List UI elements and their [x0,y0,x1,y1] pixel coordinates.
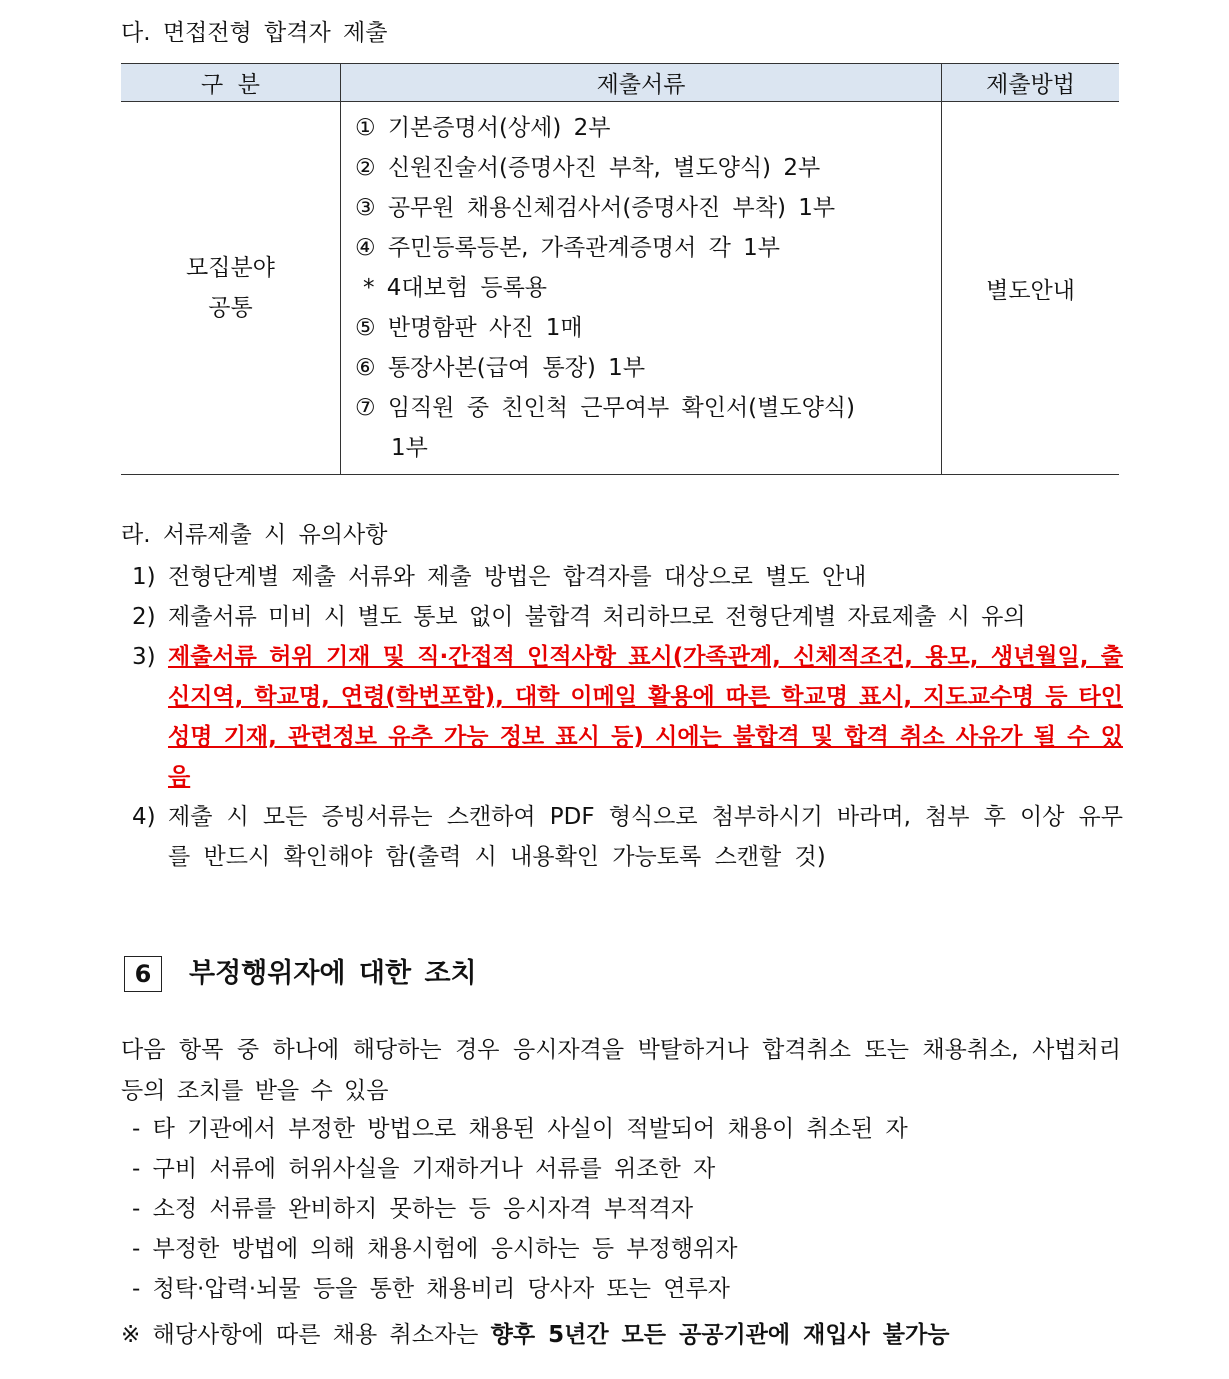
document-item: ④ 주민등록등본, 가족관계증명서 각 1부 [354,235,781,261]
category-cell [121,102,340,475]
final-note-emphasis: 향후 5년간 모든 공공기관에 재입사 불가능 [490,1322,950,1348]
document-item: ⑥ 통장사본(급여 통장) 1부 [354,355,646,381]
document-note: * 4대보험 등록용 [362,275,548,301]
document-item: ① 기본증명서(상세) 2부 [354,115,611,141]
section-intro: 다음 항목 중 하나에 해당하는 경우 응시자격을 박탈하거나 합격취소 또는 채용취소, 사법처리 등의 조치를 받을 수 있음 [121,1037,1121,1104]
caution-item-text: 제출 시 모든 증빙서류는 스캔하여 PDF 형식으로 첨부하시기 바라며, 첨부 후 이상 유무를 반드시 확인해야 함(출력 시 내용확인 가능토록 스캔할 것) [168,804,1123,870]
caution-item-text-warning: 제출서류 허위 기재 및 직·간접적 인적사항 표시(가족관계, 신체적조건, 용모, 생년월일, 출신지역, 학교명, 연령(학번포함), 대학 이메일 활용에 따른 학교명 표시, 지도교수명 등 타인 성명 기재, 관련정보 유추 가능 정보 표시 등) 시에는 불합격 및 합격 취소 사유가 될 수 있음 [168,644,1123,790]
document-item: ② 신원진술서(증명사진 부착, 별도양식) 2부 [354,155,821,181]
final-note [121,1320,949,1350]
caution-item-number: 4) [132,804,156,830]
header-documents: 제출서류 [340,64,941,102]
document-item: ③ 공무원 채용신체검사서(증명사진 부착) 1부 [354,195,836,221]
documents-cell [340,102,941,475]
list-item: - 청탁·압력·뇌물 등을 통한 채용비리 당사자 또는 연루자 [132,1276,730,1302]
final-note-prefix: ※ 해당사항에 따른 채용 취소자는 [121,1322,491,1348]
header-method: 제출방법 [942,64,1119,102]
category-line-2: 공통 [208,295,253,321]
method-cell: 별도안내 [942,102,1119,475]
list-item: - 구비 서류에 허위사실을 기재하거나 서류를 위조한 자 [132,1156,716,1182]
document-item: ⑦ 임직원 중 친인척 근무여부 확인서(별도양식) [354,395,855,421]
header-category: 구 분 [121,64,340,102]
list-item: - 부정한 방법에 의해 채용시험에 응시하는 등 부정행위자 [132,1236,738,1262]
section-title: 부정행위자에 대한 조치 [189,958,477,989]
documents-table [121,63,1119,475]
category-line-1: 모집분야 [186,255,275,281]
document-item-continued: 1부 [390,435,428,461]
caution-item-number: 2) [132,604,156,630]
section-number-box: 6 [124,956,162,992]
table-row [121,102,1119,475]
caution-item-number: 1) [132,564,156,590]
caution-item-number: 3) [132,644,156,670]
caution-item-text: 제출서류 미비 시 별도 통보 없이 불합격 처리하므로 전형단계별 자료제출 시 유의 [168,604,1026,630]
table-header-row [121,64,1119,102]
list-item: - 타 기관에서 부정한 방법으로 채용된 사실이 적발되어 채용이 취소된 자 [132,1116,908,1142]
caution-heading: 라. 서류제출 시 유의사항 [121,522,388,548]
list-item: - 소정 서류를 완비하지 못하는 등 응시자격 부적격자 [132,1196,694,1222]
document-item: ⑤ 반명함판 사진 1매 [354,315,583,341]
interview-heading: 다. 면접전형 합격자 제출 [121,20,388,46]
caution-item-text: 전형단계별 제출 서류와 제출 방법은 합격자를 대상으로 별도 안내 [168,564,867,590]
